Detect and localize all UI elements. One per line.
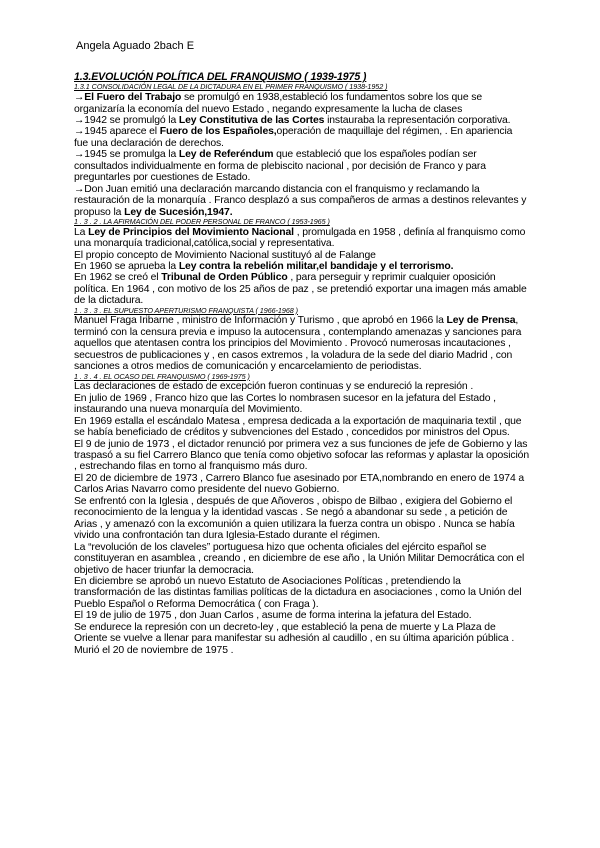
paragraph: En julio de 1969 , Franco hizo que las Cortes lo nombrasen sucesor en la jefatura del Estado , instaurando una nueva monarquía del Movimiento. <box>74 392 496 416</box>
paragraph: →Don Juan emitió una declaración marcando distancia con el franquismo y reclamando la restauración de la monarquía . Franco desplazó a sus compañeros de armas a destinos relevantes y propuso la Ley de Sucesión,1947. <box>74 183 527 218</box>
subsection-heading-2: 1 . 3 . 2 . LA AFIRMACIÓN DEL PODER PERSONAL DE FRANCO ( 1953-1965 ) <box>74 217 330 227</box>
paragraph: La “revolución de los claveles” portuguesa hizo que ochenta oficiales del ejército español se constituyeran en asamblea , creando , en diciembre de ese año , la Unión Militar Democrática con el objetivo de hacer triunfar la democracia. <box>74 541 525 576</box>
paragraph: El 9 de junio de 1973 , el dictador renunció por primera vez a sus funciones de jefe de Gobierno y las traspasó a su fiel Carrero Blanco que tenía como objetivo sofocar las reformas y aplastar la oposición , estrechando filas en torno al franquismo más duro. <box>74 438 529 473</box>
paragraph: Manuel Fraga Iribarne , ministro de Información y Turismo , que aprobó en 1966 la Ley de Prensa, terminó con la censura previa e impuso la autocensura , contemplando amenazas y sanciones para aquellos que atentasen contra los principios del Movimiento . Provocó numerosas incautaciones , secuestros de publicaciones y , en casos extremos , la voladura de la sede del diario Madrid , con sanciones a otros medios de comunicación y encarcelamiento de periodistas. <box>74 315 522 373</box>
paragraph: →El Fuero del Trabajo se promulgó en 1938,estableció los fundamentos sobre los que se organizaría la economía del nuevo Estado , negando expresamente la lucha de clases <box>74 92 482 115</box>
paragraph: El 20 de diciembre de 1973 , Carrero Blanco fue asesinado por ETA,nombrando en enero de 1974 a Carlos Arias Navarro como presidente del nuevo Gobierno. <box>74 472 525 496</box>
paragraph: Se endurece la represión con un decreto-ley , que estableció la pena de muerte y La Plaza de Oriente se vuelve a llenar para manifestar su adhesión al caudillo , en su última aparición pública . Murió el 20 de noviembre de 1975 . <box>74 621 515 656</box>
paragraph: →1942 se promulgó la Ley Constitutiva de las Cortes instauraba la representación corporativa. <box>74 114 511 126</box>
subsection-heading-1: 1.3.1 CONSOLIDACIÓN LEGAL DE LA DICTADURA EN EL PRIMER FRANQUISMO ( 1938-1952 ) <box>74 82 388 92</box>
paragraph: El 19 de julio de 1975 , don Juan Carlos , asume de forma interina la jefatura del Estado. <box>74 610 472 622</box>
paragraph: Las declaraciones de estado de excepción fueron continuas y se endureció la represión . <box>74 381 474 393</box>
document-body <box>74 72 529 656</box>
paragraph: En 1962 se creó el Tribunal de Orden Público , para perseguir y reprimir cualquier oposición política. En 1964 , con motivo de los 25 años de paz , se pretendió exportar una imagen más amable de la dictadura. <box>74 272 527 307</box>
paragraph: Se enfrentó con la Iglesia , después de que Añoveros , obispo de Bilbao , exigiera del Gobierno el reconocimiento de la lengua y la identidad vascas . Se negó a abandonar su sede , a petición de Arias , y amenazó con la excomunión a quien utilizara la fuerza contra un obispo . Nunca se había vivido una confrontación tan dura Iglesia-Estado durante el régimen. <box>74 495 515 542</box>
paragraph: →1945 aparece el Fuero de los Españoles,operación de maquillaje del régimen, . En apariencia fue una declaración de derechos. <box>74 126 513 149</box>
subsection-heading-4: 1 . 3 . 4 . EL OCASO DEL FRANQUISMO ( 1969-1975 ) <box>74 371 250 381</box>
section-title: 1.3.EVOLUCIÓN POLÍTICA DEL FRANQUISMO ( 1939-1975 ) <box>74 71 367 83</box>
author-line: Angela Aguado 2bach E <box>76 40 195 52</box>
paragraph: En diciembre se aprobó un nuevo Estatuto de Asociaciones Políticas , pretendiendo la transformación de las distintas familias políticas de la dictadura en asociaciones , como la Unión del Pueblo Español o Reforma Democrática ( con Fraga ). <box>74 575 522 610</box>
paragraph: En 1960 se aprueba la Ley contra la rebelión militar,el bandidaje y el terrorismo. <box>74 260 454 272</box>
paragraph: En 1969 estalla el escándalo Matesa , empresa dedicada a la exportación de maquinaria textil , que se había beneficiado de créditos y subvenciones del Estado , concedidos por ministros del Opus. <box>74 415 522 439</box>
subsection-heading-3: 1 . 3 . 3 . EL SUPUESTO APERTURISMO FRANQUISTA ( 1966-1968 ) <box>74 305 299 315</box>
paragraph: →1945 se promulga la Ley de Referéndum que estableció que los españoles podían ser consultados individualmente en forma de plebiscito nacional , por decisión de Franco y para preguntarles por cuestiones de Estado. <box>74 149 486 184</box>
paragraph: La Ley de Principios del Movimiento Nacional , promulgada en 1958 , definía al franquismo como una monarquía tradicional,católica,social y representativa. <box>74 226 526 250</box>
paragraph: El propio concepto de Movimiento Nacional sustituyó al de Falange <box>74 249 376 261</box>
